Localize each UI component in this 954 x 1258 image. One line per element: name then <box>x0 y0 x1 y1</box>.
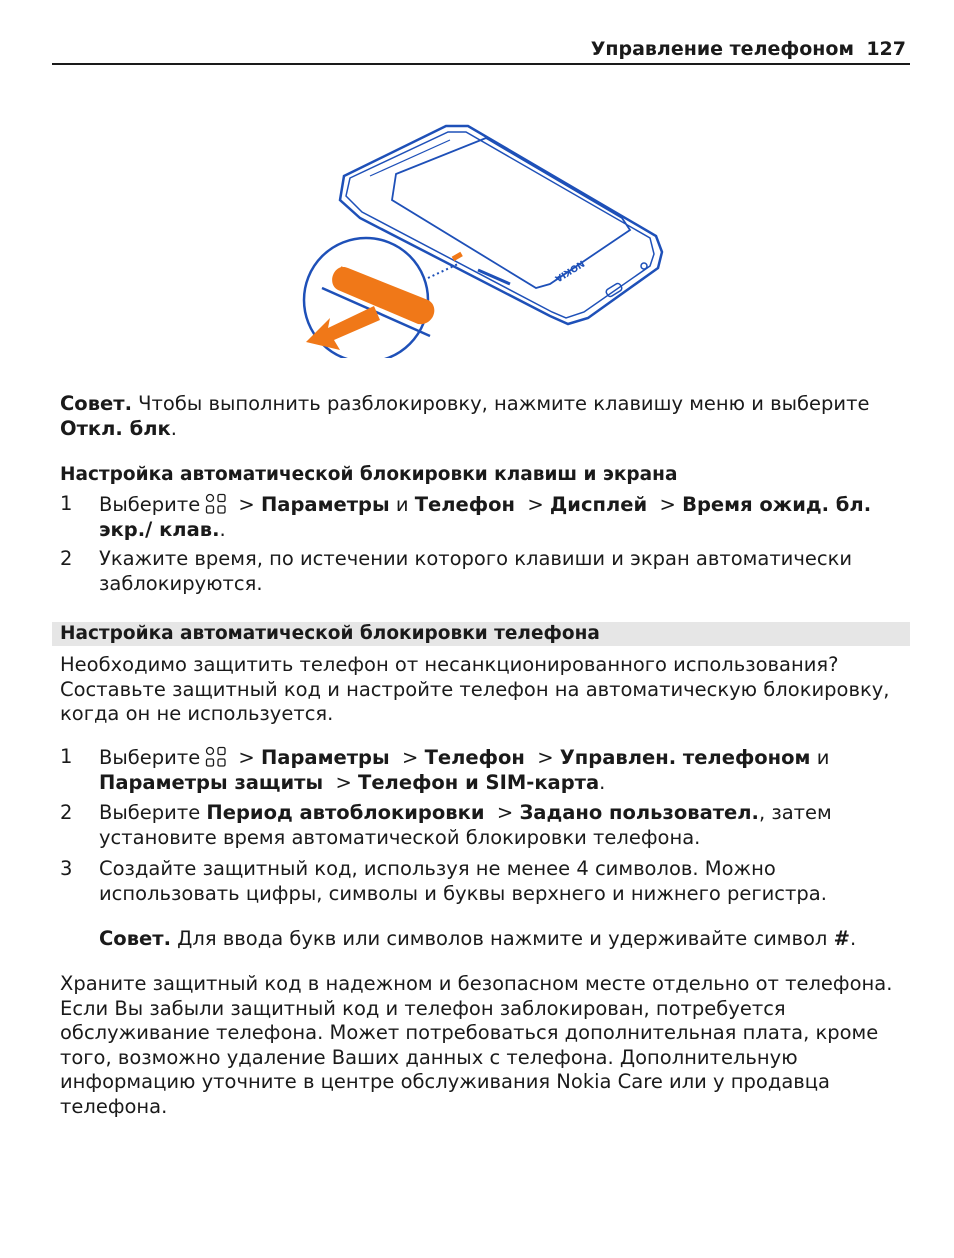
page-header <box>52 38 910 65</box>
step-phonelock-1: Выберите > Параметры > Телефон > Управлен. телефоном и Параметры защиты > Телефон и SIM-карта. <box>99 746 830 794</box>
section-heading-phonelock: Настройка автоматической блокировки телефона <box>60 623 600 644</box>
step-number: 3 <box>60 857 73 880</box>
tip-symbols: Совет. Для ввода букв или символов нажмите и удерживайте символ #. <box>99 927 857 950</box>
menu-icon <box>204 745 228 769</box>
tip-unlock: Совет. Чтобы выполнить разблокировку, нажмите клавишу меню и выберите Откл. блк. <box>60 392 870 440</box>
phone-lock-key-illustration <box>300 118 670 358</box>
step-keylock-2: Укажите время, по истечении которого клавиши и экран автоматически заблокируются. <box>99 547 853 595</box>
menu-icon <box>204 492 228 516</box>
step-number: 2 <box>60 801 73 824</box>
nokia-logo: NOKIA <box>552 257 586 284</box>
intro-paragraph: Необходимо защитить телефон от несанкционированного использования? Составьте защитный код и настройте телефон на автоматическую блокировку, когда он не используется. <box>60 653 890 725</box>
header-title: Управление телефоном <box>590 38 854 60</box>
section-heading-keylock: Настройка автоматической блокировки клавиш и экрана <box>60 464 678 485</box>
page-number: 127 <box>866 38 906 60</box>
step-number: 1 <box>60 492 73 515</box>
step-phonelock-3: Создайте защитный код, используя не менее 4 символов. Можно использовать цифры, символы и буквы верхнего и нижнего регистра. <box>99 857 827 905</box>
step-number: 2 <box>60 547 73 570</box>
step-phonelock-2: Выберите Период автоблокировки > Задано пользовател., затем установите время автоматической блокировки телефона. <box>99 801 832 849</box>
step-number: 1 <box>60 745 73 768</box>
closing-paragraph: Храните защитный код в надежном и безопасном месте отдельно от телефона. Если Вы забыли защитный код и телефон заблокирован, потребуется обслуживание телефона. Может потребоваться дополнительная плата, кроме того, возможно удаление Ваших данных с телефона. Дополнительную информацию уточните в центре обслуживания Nokia Care или у продавца телефона. <box>60 972 893 1118</box>
step-keylock-1: Выберите > Параметры и Телефон > Дисплей > Время ожид. бл. экр./ клав.. <box>99 493 872 541</box>
